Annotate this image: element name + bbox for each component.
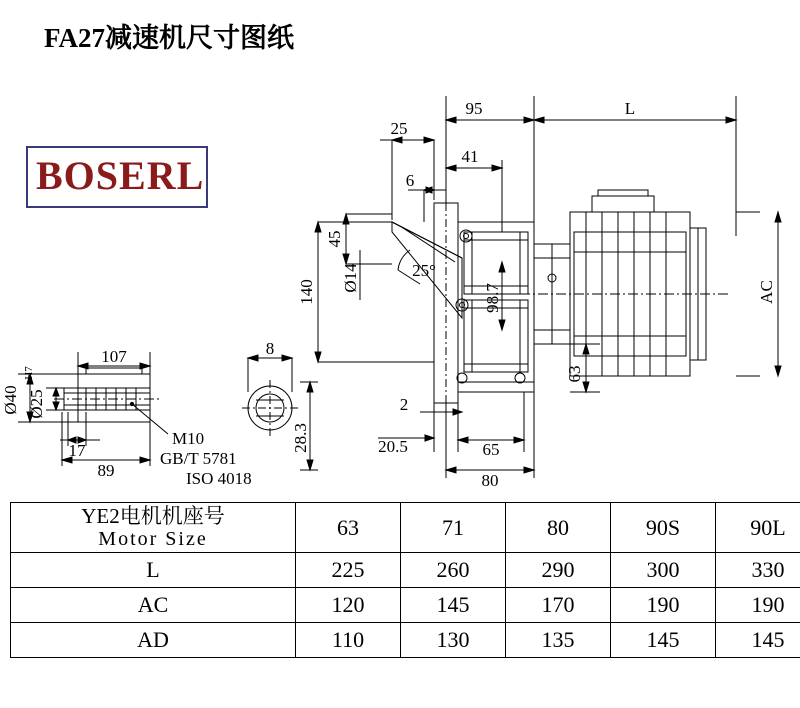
dim-41: 41	[461, 147, 479, 166]
table-cell-motor-size-3: 90S	[611, 503, 716, 553]
table-cell-r2-c3: 145	[611, 623, 716, 658]
table-cell-motor-size-1: 71	[401, 503, 506, 553]
dim-dia25h7: Ø25	[27, 389, 46, 419]
table-row	[11, 553, 800, 588]
dim-45: 45	[325, 230, 344, 248]
table-cell-r0-c0: 225	[296, 553, 401, 588]
table-cell-r0-c1: 260	[401, 553, 506, 588]
table-cell-r2-c1: 130	[401, 623, 506, 658]
note-bolt-m10: M10	[172, 429, 205, 448]
table-cell-motor-size-4: 90L	[716, 503, 800, 553]
table-cell-row-label-2: AD	[11, 623, 296, 658]
dim-140: 140	[297, 279, 316, 305]
table-row	[11, 623, 800, 658]
dim-80: 80	[481, 471, 499, 490]
dim-20-5: 20.5	[378, 437, 408, 456]
dim-angle-25: 25°	[412, 261, 436, 280]
table-row-header	[11, 503, 800, 553]
spec-table	[10, 502, 800, 658]
dim-17: 17	[68, 441, 86, 460]
table-row	[11, 588, 800, 623]
motor-label-en: Motor Size	[98, 528, 208, 551]
dim-65: 65	[482, 440, 500, 459]
dim-dia14: Ø14	[341, 263, 360, 293]
logo-text: BOSERL	[36, 153, 205, 198]
table-cell-r1-c4: 190	[716, 588, 800, 623]
dim-107: 107	[101, 347, 127, 366]
table-cell-row-label-0: L	[11, 553, 296, 588]
dim-AC: AC	[757, 280, 776, 304]
dim-L: L	[624, 99, 636, 118]
table-cell-r2-c2: 135	[506, 623, 611, 658]
table-cell-r0-c2: 290	[506, 553, 611, 588]
dim-89: 89	[97, 461, 115, 480]
table-cell-r0-c4: 330	[716, 553, 800, 588]
dim-2: 2	[399, 395, 409, 414]
table-cell-r2-c0: 110	[296, 623, 401, 658]
dim-6: 6	[405, 171, 415, 190]
motor-label-cn: YE2电机机座号	[81, 504, 225, 528]
dim-dia25h7-sup: H7	[23, 366, 35, 380]
dim-98-7: 98.7	[483, 283, 502, 313]
table-cell-r1-c2: 170	[506, 588, 611, 623]
dim-63: 63	[565, 365, 584, 383]
dim-28-3: 28.3	[291, 423, 310, 453]
table-cell-r1-c1: 145	[401, 588, 506, 623]
table-cell-r0-c3: 300	[611, 553, 716, 588]
table-cell-r2-c4: 145	[716, 623, 800, 658]
table-cell-row-label-1: AC	[11, 588, 296, 623]
table-cell-r1-c3: 190	[611, 588, 716, 623]
table-cell-motor-size-0: 63	[296, 503, 401, 553]
dim-dia40: Ø40	[1, 385, 20, 415]
table-cell-motor-size-2: 80	[506, 503, 611, 553]
dim-25: 25	[390, 119, 408, 138]
table-cell-motor-label	[11, 503, 296, 553]
table-cell-r1-c0: 120	[296, 588, 401, 623]
dim-95: 95	[465, 99, 483, 118]
note-bolt-standard-iso: ISO 4018	[186, 469, 252, 488]
page-title: FA27减速机尺寸图纸	[44, 23, 294, 53]
dim-8: 8	[265, 339, 275, 358]
note-bolt-standard-gb: GB/T 5781	[160, 449, 237, 468]
